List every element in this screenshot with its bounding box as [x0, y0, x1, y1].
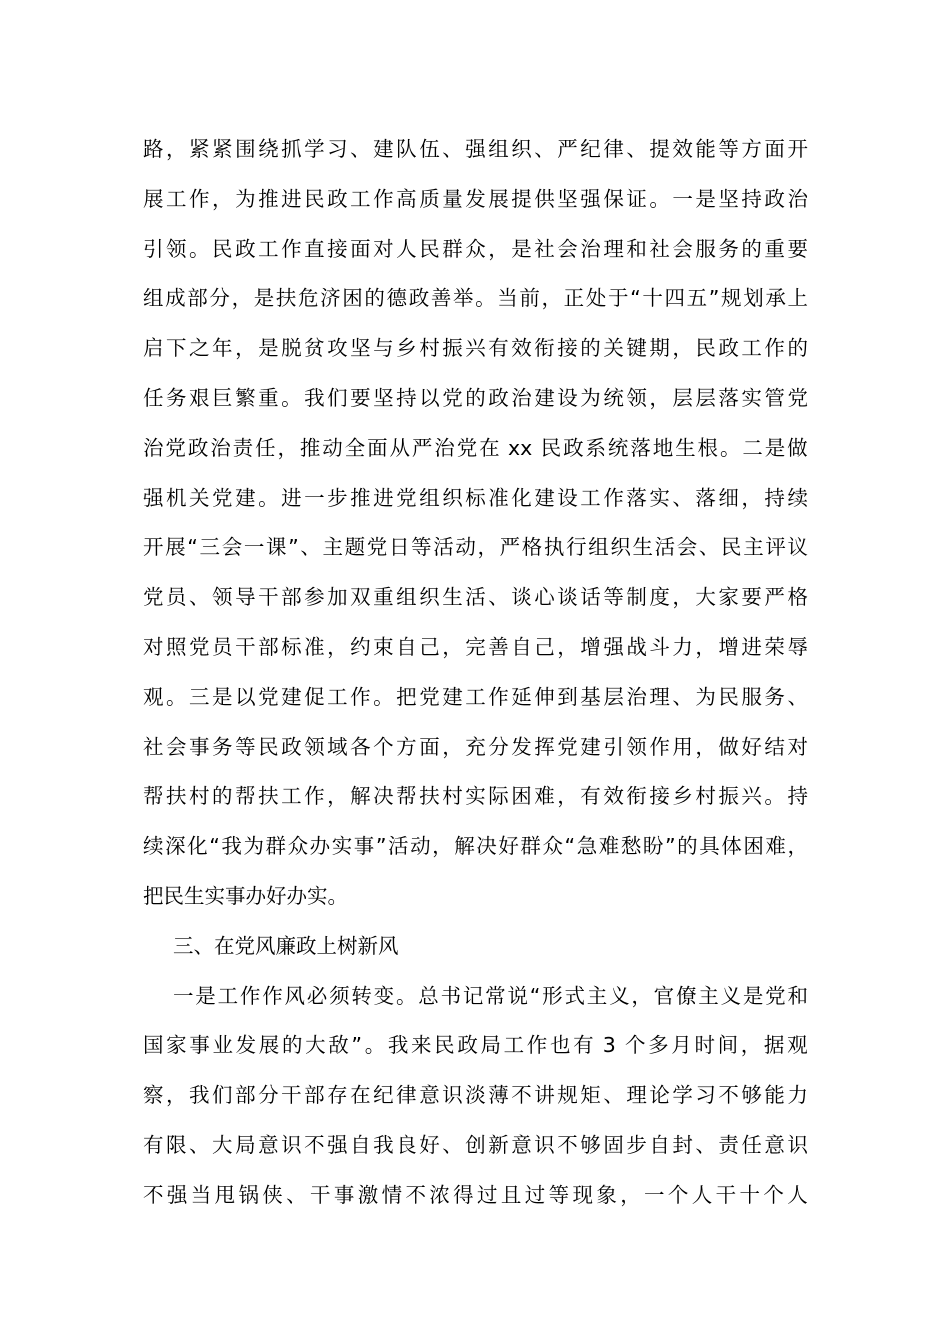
text-line: 有 限 、 大 局 意 识 不 强 自 我 良 好 、 创 新 意 识 不 够 固 步 自 封 、 责 任 意 识 [143, 1132, 808, 1157]
text-line: 观 。 三 是 以 党 建 促 工 作 。 把 党 建 工 作 延 伸 到 基 层 治 理 、 为 民 服 务 、 [143, 684, 808, 709]
text-line: 开 展 “ 三 会 一 课 ” 、 主 题 党 日 等 活 动 ， 严 格 执 行 组 织 生 活 会 、 民 主 评 议 [143, 535, 808, 560]
text-line: 组 成 部 分 ， 是 扶 危 济 困 的 德 政 善 举 。 当 前 ， 正 处 于 “ 十 四 五 ” 规 划 承 上 [143, 286, 808, 311]
text-line: 把民生实事办好办实。 [143, 883, 348, 908]
text-line: 启 下 之 年 ， 是 脱 贫 攻 坚 与 乡 村 振 兴 有 效 衔 接 的 关 键 期 ， 民 政 工 作 的 [143, 336, 808, 361]
text-line: 社 会 事 务 等 民 政 领 域 各 个 方 面 ， 充 分 发 挥 党 建 引 领 作 用 ， 做 好 结 对 [143, 734, 808, 759]
text-line: 展 工 作 ， 为 推 进 民 政 工 作 高 质 量 发 展 提 供 坚 强 保 证 。 一 是 坚 持 政 治 [143, 186, 808, 211]
text-line: 治 党 政 治 责 任 ， 推 动 全 面 从 严 治 党 在 xx 民 政 系 统 落 地 生 根 。 二 是 做 [143, 435, 808, 460]
text-line: 续 深 化 “ 我 为 群 众 办 实 事 ” 活 动 ， 解 决 好 群 众 “ 急 难 愁 盼 ” 的 具 体 困 难 ， [143, 834, 808, 859]
text-line: 路 ， 紧 紧 围 绕 抓 学 习 、 建 队 伍 、 强 组 织 、 严 纪 律 、 提 效 能 等 方 面 开 [143, 137, 808, 161]
text-line: 强 机 关 党 建 。 进 一 步 推 进 党 组 织 标 准 化 建 设 工 作 落 实 、 落 细 ， 持 续 [143, 485, 808, 510]
text-line: 引 领 。 民 政 工 作 直 接 面 对 人 民 群 众 ， 是 社 会 治 理 和 社 会 服 务 的 重 要 [143, 236, 808, 261]
text-line: 党 员 、 领 导 干 部 参 加 双 重 组 织 生 活 、 谈 心 谈 话 等 制 度 ， 大 家 要 严 格 [143, 585, 808, 610]
text-line: 不 强 当 甩 锅 侠 、 干 事 激 情 不 浓 得 过 且 过 等 现 象 ， 一 个 人 干 十 个 人 [143, 1182, 808, 1207]
text-line: 对 照 党 员 干 部 标 准 ， 约 束 自 己 ， 完 善 自 己 ， 增 强 战 斗 力 ， 增 进 荣 辱 [143, 634, 808, 659]
text-line: 任 务 艰 巨 繁 重 。 我 们 要 坚 持 以 党 的 政 治 建 设 为 统 领 ， 层 层 落 实 管 党 [143, 385, 808, 410]
text-line: 帮 扶 村 的 帮 扶 工 作 ， 解 决 帮 扶 村 实 际 困 难 ， 有 效 衔 接 乡 村 振 兴 。 持 [143, 784, 808, 809]
text-line: 察 ， 我 们 部 分 干 部 存 在 纪 律 意 识 淡 薄 不 讲 规 矩 、 理 论 学 习 不 够 能 力 [143, 1083, 808, 1108]
text-line: 一 是 工 作 作 风 必 须 转 变 。 总 书 记 常 说 “ 形 式 主 义 ， 官 僚 主 义 是 党 和 [173, 983, 808, 1008]
document-body [143, 125, 808, 1221]
section-heading: 三、在党风廉政上树新风 [173, 933, 399, 958]
text-line: 国 家 事 业 发 展 的 大 敌 ” 。 我 来 民 政 局 工 作 也 有 3 个 多 月 时 间 ， 据 观 [143, 1033, 808, 1058]
